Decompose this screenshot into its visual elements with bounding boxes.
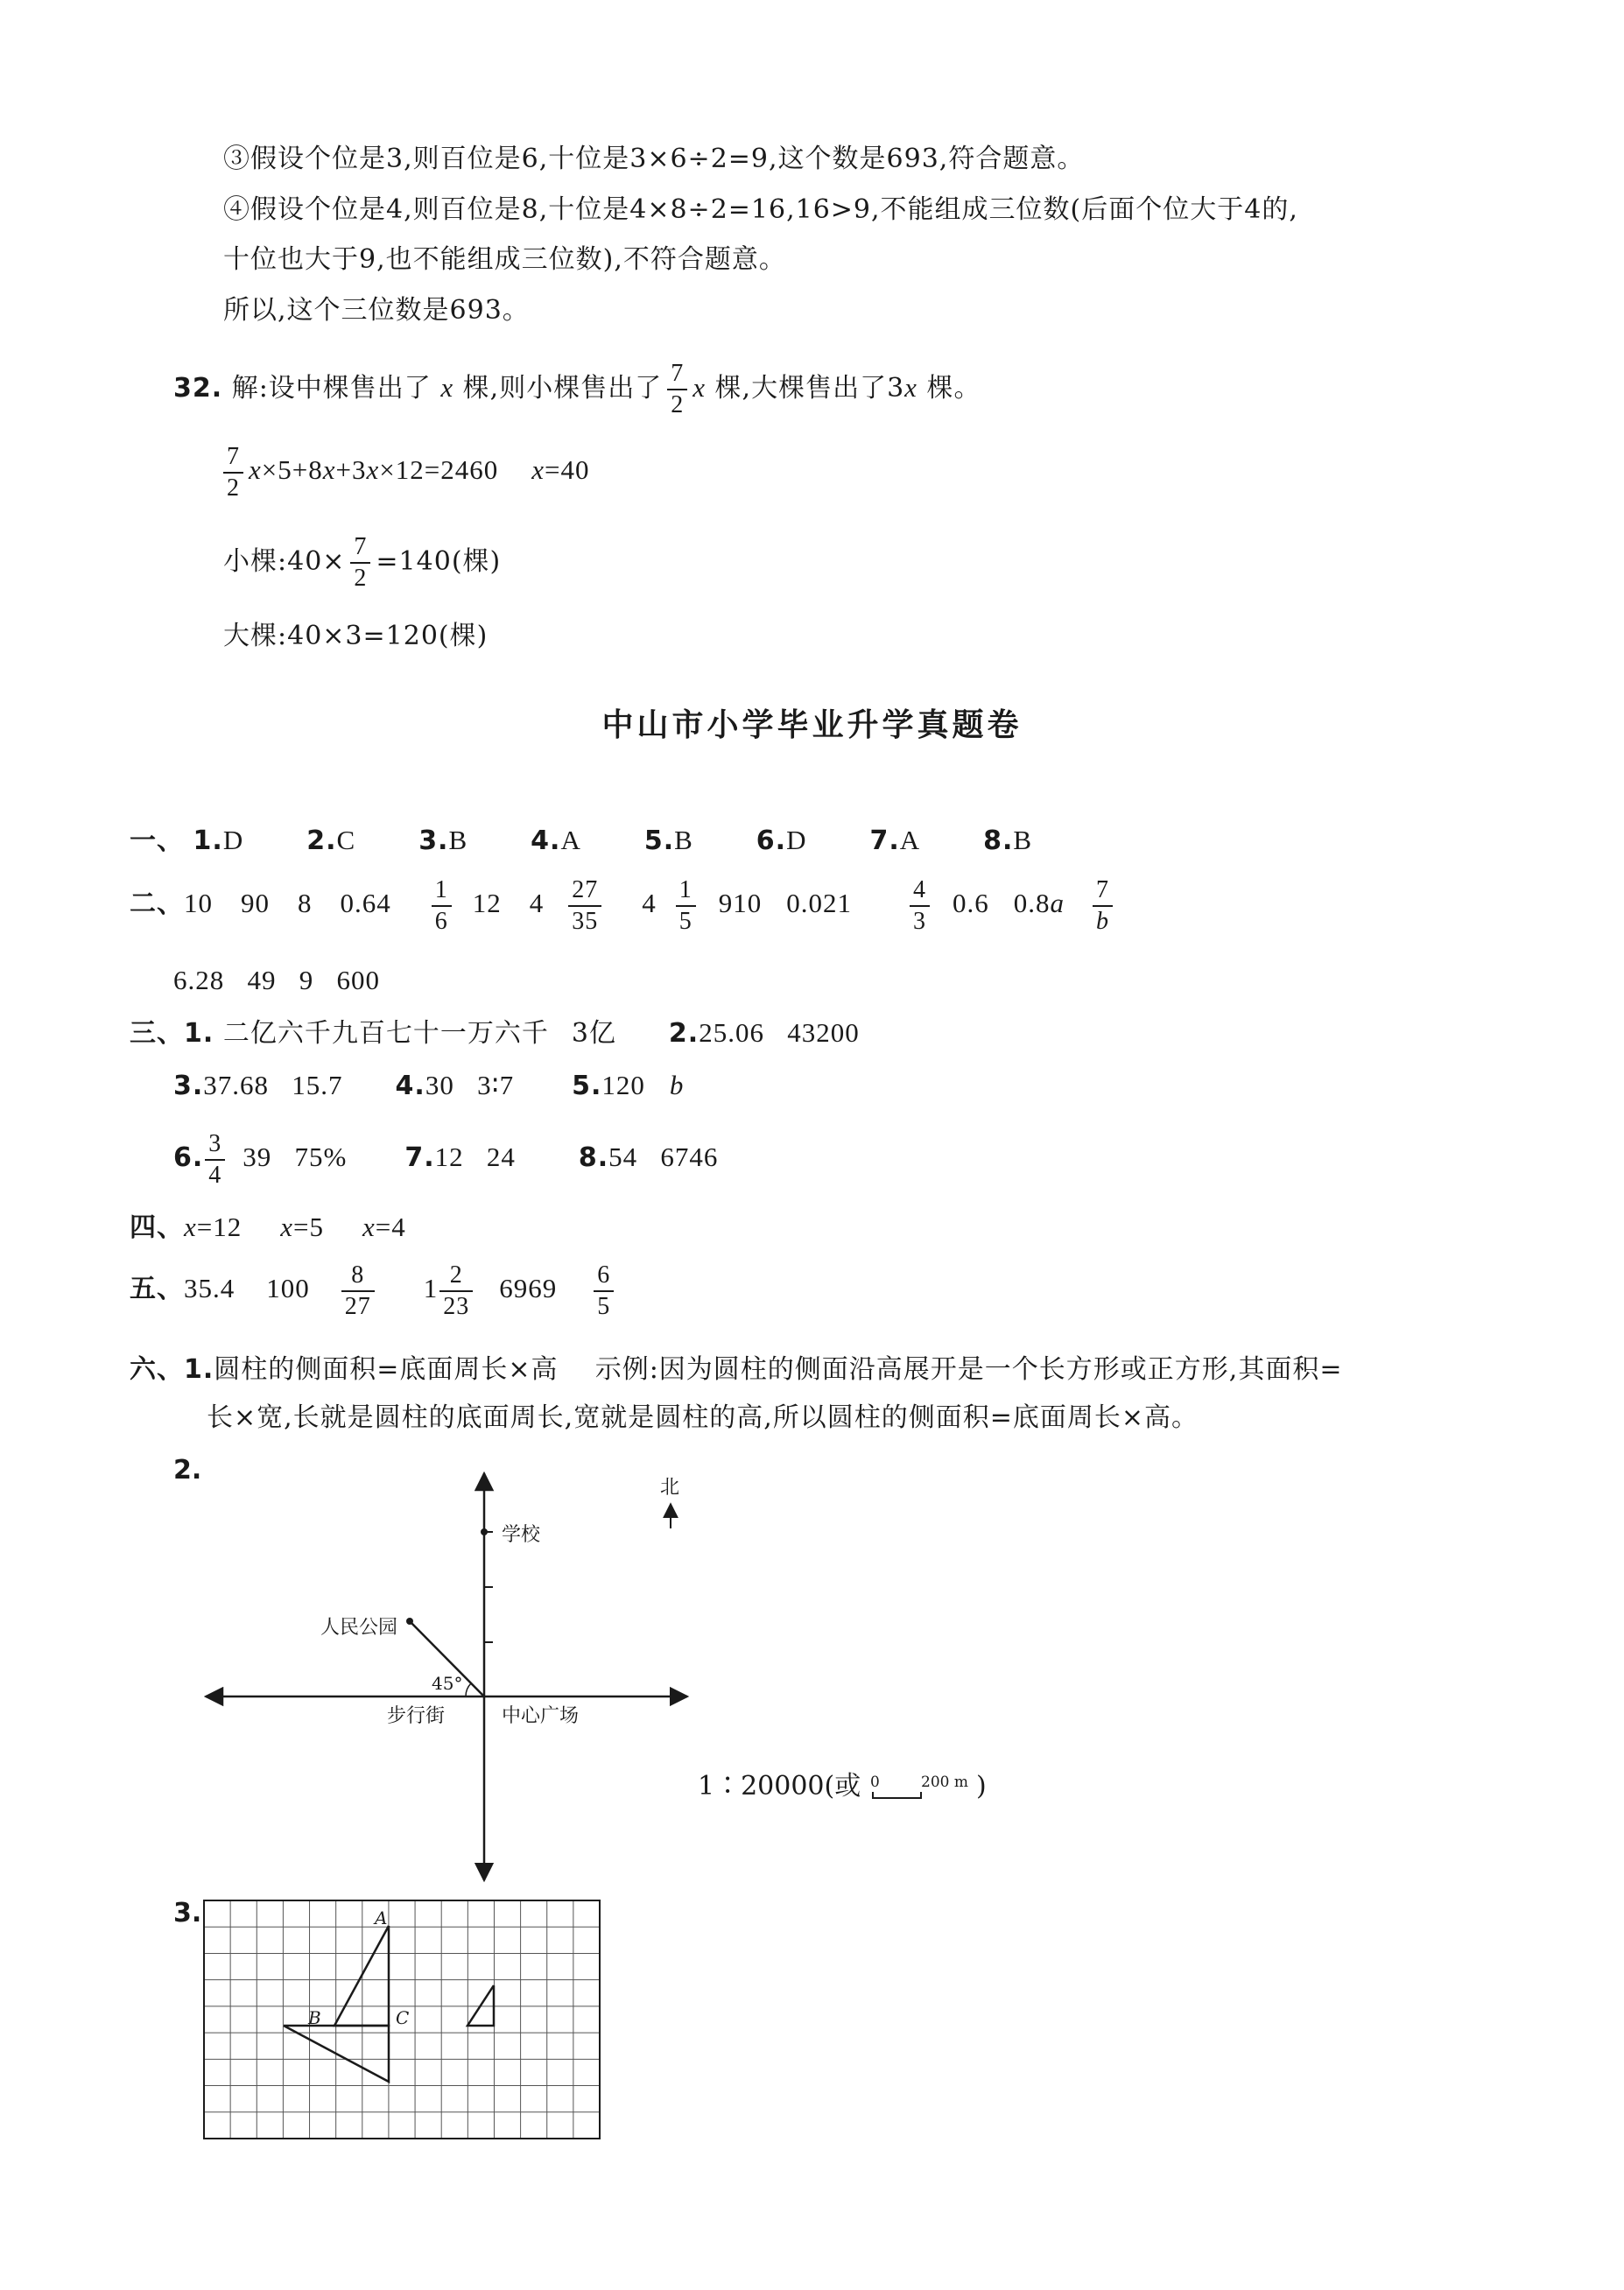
fraction: $\frac{7}{2}$ bbox=[667, 359, 687, 420]
choice-number: 1. bbox=[193, 825, 223, 856]
choice-number: 8. bbox=[983, 825, 1014, 856]
angle-arc bbox=[466, 1683, 471, 1696]
section-2-line2: 6.28 49 9 600 bbox=[173, 965, 380, 995]
choice-letter: A bbox=[899, 825, 921, 855]
section-6-q3-number: 3. bbox=[173, 1898, 202, 1928]
fraction: $\frac{6}{5}$ bbox=[594, 1261, 614, 1322]
solution31-line1: ③假设个位是3,则百位是6,十位是3×6÷2=9,这个数是693,符合题意。 bbox=[223, 144, 1085, 174]
school-label: 学校 bbox=[502, 1524, 541, 1546]
fraction: $\frac{7}{2}$ bbox=[350, 532, 370, 594]
vertex-c: C bbox=[396, 2007, 410, 2028]
choice-letter: D bbox=[222, 825, 244, 855]
section-5: 五、35.4 100 $\frac{8}{27}$ 1 $\frac{2}{23}$ 6969 $\frac{6}{5}$ bbox=[130, 1261, 619, 1322]
section-6-q1-line2: 长×宽,长就是圆柱的底面周长,宽就是圆柱的高,所以圆柱的侧面积=底面周长×高。 bbox=[207, 1402, 1199, 1433]
north-label: 北 bbox=[660, 1477, 680, 1499]
solution31-line2: ④假设个位是4,则百位是8,十位是4×8÷2=16,16>9,不能组成三位数(后面个位大于4的, bbox=[223, 194, 1298, 225]
section-3-row2: 3.37.68 15.7 4.30 3∶7 5.120 b bbox=[173, 1070, 685, 1101]
solution31-line3: 十位也大于9,也不能组成三位数),不符合题意。 bbox=[223, 244, 786, 275]
choice-number: 5. bbox=[643, 825, 675, 856]
angle-label: 45° bbox=[432, 1673, 463, 1694]
scale-end: 200 m bbox=[921, 1774, 968, 1791]
plaza-label: 中心广场 bbox=[502, 1705, 580, 1727]
section-4: 四、x=12 x=5 x=4 bbox=[130, 1212, 406, 1243]
page-title: 中山市小学毕业升学真题卷 bbox=[601, 707, 1023, 743]
solution31-line4: 所以,这个三位数是693。 bbox=[223, 295, 530, 326]
park-label: 人民公园 bbox=[320, 1617, 398, 1639]
fraction: $\frac{3}{4}$ bbox=[205, 1129, 225, 1191]
section-3-row3: 6. $\frac{3}{4}$ 39 75% 7.12 24 8.54 6746 bbox=[173, 1130, 719, 1189]
fraction: $\frac{1}{6}$ bbox=[432, 875, 452, 937]
section-6-q2-number: 2. bbox=[173, 1455, 202, 1486]
fraction: $\frac{7}{b}$ bbox=[1093, 875, 1113, 937]
school-point bbox=[481, 1528, 488, 1535]
choice-letter: D bbox=[786, 825, 807, 855]
triangle-abc bbox=[334, 1926, 389, 2026]
fraction: $\frac{2}{23}$ bbox=[439, 1261, 473, 1322]
choice-letter: C bbox=[336, 825, 356, 855]
choice-number: 3. bbox=[418, 825, 449, 856]
fraction: $\frac{27}{35}$ bbox=[568, 875, 601, 937]
street-label: 步行街 bbox=[387, 1705, 446, 1727]
section-2: 二、10 90 8 0.64 $\frac{1}{6}$ 12 4 $\frac{27}{35}$ 4 $\frac{1}{5}$ 910 0.021 $\frac{4}{3}$ 0.6 0.8a $\frac{7}{b}$ bbox=[130, 875, 1118, 937]
fraction: $\frac{7}{2}$ bbox=[223, 442, 243, 503]
choice-letter: B bbox=[1013, 825, 1033, 855]
section-1: 一、 1.D 2.C 3.B 4.A 5.B 6.D 7.A 8.B bbox=[130, 821, 1095, 861]
choice-number: 7. bbox=[869, 825, 900, 856]
scale-text: 1∶20000(或 bbox=[698, 1771, 861, 1802]
triangle-small bbox=[468, 1985, 494, 2026]
solution32-intro: 32. 解:设中棵售出了 x 棵,则小棵售出了 $\frac{7}{2}$ x 棵,大棵售出了3x 棵。 bbox=[173, 360, 981, 418]
fraction: $\frac{1}{5}$ bbox=[676, 875, 696, 937]
section-6-q1-line1: 六、1.圆柱的侧面积=底面周长×高 示例:因为圆柱的侧面沿高展开是一个长方形或正方形,其面积= bbox=[130, 1354, 1343, 1385]
solution32-large: 大棵:40×3=120(棵) bbox=[223, 621, 489, 651]
vertex-b: B bbox=[308, 2007, 321, 2028]
choice-number: 6. bbox=[756, 825, 787, 856]
fraction: $\frac{8}{27}$ bbox=[341, 1261, 375, 1322]
scale-bar bbox=[873, 1792, 921, 1798]
solution32-small: 小棵:40× $\frac{7}{2}$ =140(棵) bbox=[223, 533, 502, 592]
scale-close: ) bbox=[976, 1771, 987, 1802]
choice-number: 2. bbox=[306, 825, 337, 856]
choice-number: 4. bbox=[531, 825, 561, 856]
choice-letter: A bbox=[560, 825, 581, 855]
park-point bbox=[406, 1618, 413, 1625]
section-3-row1: 三、1. 二亿六千九百七十一万六千 3亿 2.25.06 43200 bbox=[130, 1017, 860, 1049]
choice-letter: B bbox=[448, 825, 468, 855]
vertex-a: A bbox=[375, 1907, 388, 1928]
choice-letter: B bbox=[674, 825, 693, 855]
solution32-equation: $\frac{7}{2}$ x×5+8x+3x×12=2460 x=40 bbox=[223, 442, 589, 503]
fraction: $\frac{4}{3}$ bbox=[910, 875, 930, 937]
grid-diagram bbox=[203, 1900, 602, 2141]
scale-zero: 0 bbox=[870, 1774, 880, 1791]
question-number: 32. bbox=[173, 373, 223, 404]
